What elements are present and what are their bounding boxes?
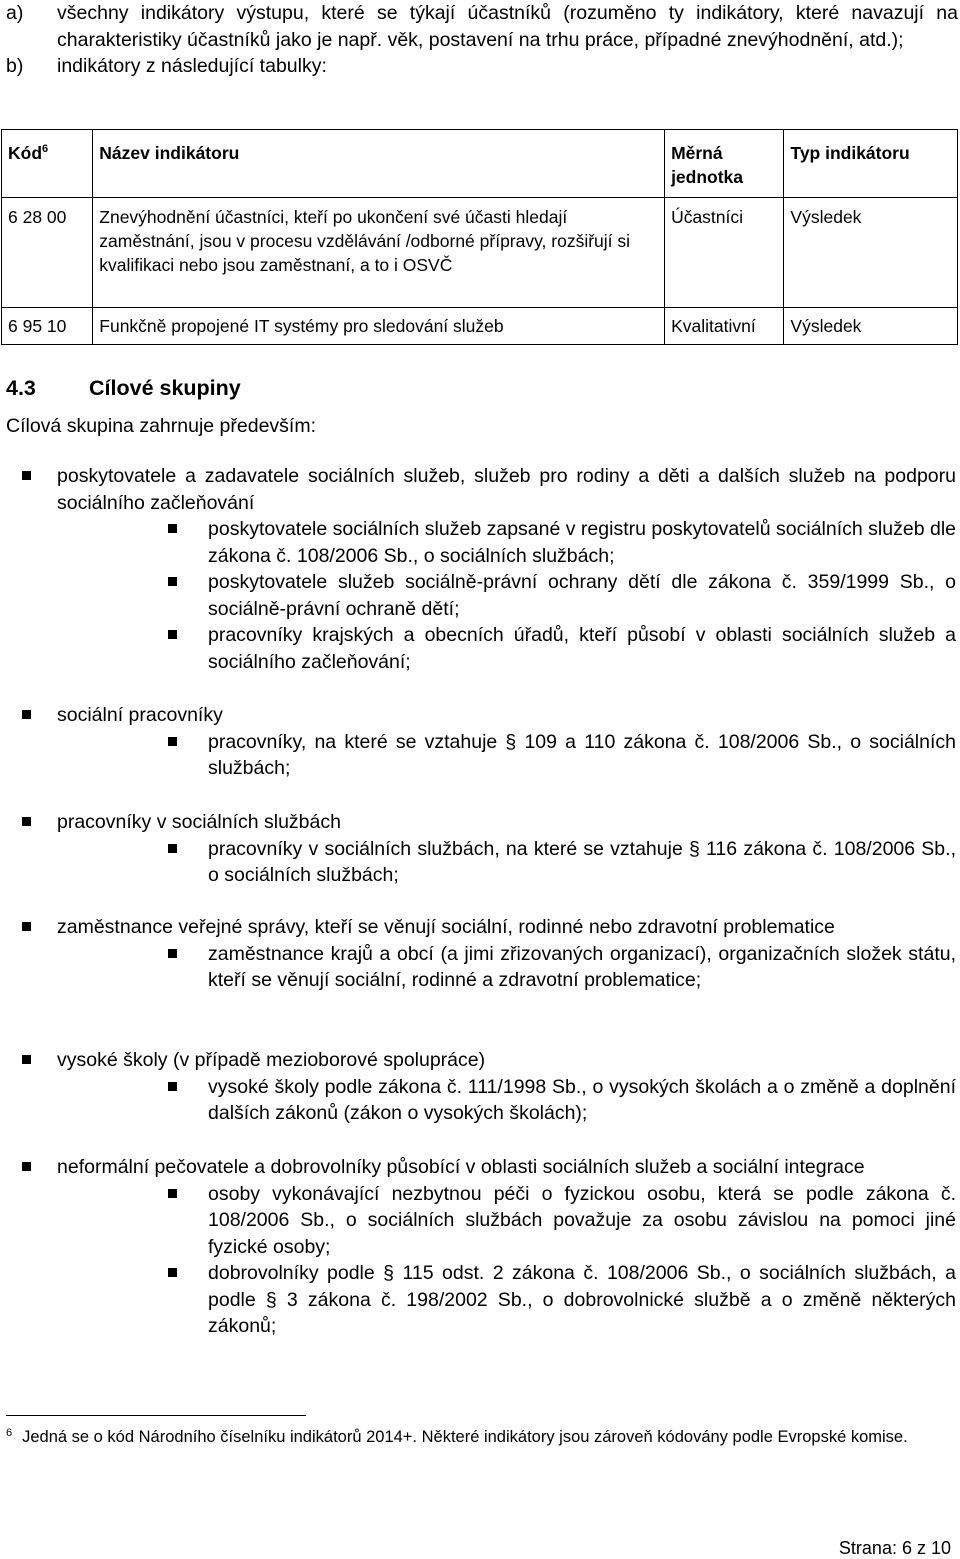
table-row — [2, 198, 958, 308]
square-bullet-icon — [168, 630, 177, 639]
square-bullet-icon — [22, 1162, 31, 1171]
list-label: b) — [6, 55, 24, 77]
target-group — [0, 463, 960, 675]
section-intro: Cílová skupina zahrnuje především: — [6, 415, 316, 437]
page-number: Strana: 6 z 10 — [838, 1538, 951, 1558]
section-heading — [6, 373, 241, 403]
square-bullet-icon — [22, 922, 31, 931]
section-title: Cílové skupiny — [89, 376, 241, 400]
target-group — [0, 1154, 960, 1340]
cell-code: 6 28 00 — [2, 198, 93, 308]
indicator-table — [1, 129, 958, 345]
square-bullet-icon — [168, 1189, 177, 1198]
header-code: Kód$^6$ — [2, 130, 93, 198]
target-group — [0, 702, 960, 782]
list-text: všechny indikátory výstupu, které se týkají účastníků (rozuměno ty indikátory, které navazují na charakteristiky účastníků jako je např. věk, postavení na trhu práce, případné znevýhodnění, atd.); — [57, 2, 958, 51]
list-item-b — [6, 53, 958, 80]
footnote-ref: 6 — [42, 143, 49, 156]
square-bullet-icon — [168, 844, 177, 853]
table-row — [2, 308, 958, 345]
square-bullet-icon — [168, 1082, 177, 1091]
list-item: neformální pečovatele a dobrovolníky působící v oblasti sociálních služeb a sociální integrace — [0, 1154, 960, 1181]
header-name: Název indikátoru — [93, 130, 665, 198]
cell-code: 6 95 10 — [2, 308, 93, 345]
list-subitem: pracovníky, na které se vztahuje § 109 a 110 zákona č. 108/2006 Sb., o sociálních službách; — [0, 729, 960, 782]
header-unit: Měrná jednotka — [665, 130, 784, 198]
list-subitem: dobrovolníky podle § 115 odst. 2 zákona č. 108/2006 Sb., o sociálních službách, a podle § 3 zákona č. 198/2002 Sb., o dobrovolnické službě a o změně některých zákonů; — [0, 1260, 960, 1340]
cell-type: Výsledek — [784, 198, 958, 308]
cell-name: Znevýhodnění účastníci, kteří po ukončení své účasti hledají zaměstnání, jsou v procesu vzdělávání /odborné přípravy, rozšiřují si kvalifikaci nebo jsou zaměstnaní, a to i OSVČ — [93, 198, 665, 308]
section-number: 4.3 — [6, 376, 36, 400]
table-header-row — [2, 130, 958, 198]
list-subitem: vysoké školy podle zákona č. 111/1998 Sb., o vysokých školách a o změně a doplnění dalších zákonů (zákon o vysokých školách); — [0, 1074, 960, 1127]
list-subitem: poskytovatele sociálních služeb zapsané v registru poskytovatelů sociálních služeb dle zákona č. 108/2006 Sb., o sociálních službách; — [0, 516, 960, 569]
list-item: zaměstnance veřejné správy, kteří se věnují sociální, rodinné nebo zdravotní problematice — [0, 914, 960, 941]
cell-name: Funkčně propojené IT systémy pro sledování služeb — [93, 308, 665, 345]
footnote-text: Jedná se o kód Národního číselníku indikátorů 2014+. Některé indikátory jsou zároveň kódovány podle Evropské komise. — [22, 1428, 908, 1446]
list-text: indikátory z následující tabulky: — [57, 55, 327, 77]
square-bullet-icon — [22, 710, 31, 719]
square-bullet-icon — [168, 577, 177, 586]
square-bullet-icon — [168, 737, 177, 746]
target-group — [0, 809, 960, 889]
list-subitem: pracovníky v sociálních službách, na které se vztahuje § 116 zákona č. 108/2006 Sb., o sociálních službách; — [0, 836, 960, 889]
square-bullet-icon — [22, 1055, 31, 1064]
list-subitem: osoby vykonávající nezbytnou péči o fyzickou osobu, která se podle zákona č. 108/2006 Sb., o sociálních službách považuje za osobu závislou na pomoci jiné fyzické osoby; — [0, 1181, 960, 1261]
cell-unit: Kvalitativní — [665, 308, 784, 345]
target-group — [0, 1047, 960, 1127]
intro-list — [6, 0, 958, 80]
list-item: poskytovatele a zadavatele sociálních služeb, služeb pro rodiny a děti a dalších služeb na podporu sociálního začleňování — [0, 463, 960, 516]
list-subitem: poskytovatele služeb sociálně-právní ochrany dětí dle zákona č. 359/1999 Sb., o sociálně-právní ochraně dětí; — [0, 569, 960, 622]
footnote-marker: 6 — [6, 1426, 13, 1439]
list-subitem: pracovníky krajských a obecních úřadů, kteří působí v oblasti sociálních služeb a sociálního začleňování; — [0, 622, 960, 675]
list-item: vysoké školy (v případě mezioborové spolupráce) — [0, 1047, 960, 1074]
list-item: sociální pracovníky — [0, 702, 960, 729]
list-item: pracovníky v sociálních službách — [0, 809, 960, 836]
target-group — [0, 914, 960, 994]
list-item-a — [6, 0, 958, 53]
list-label: a) — [6, 2, 24, 24]
cell-unit: Účastníci — [665, 198, 784, 308]
footnote — [6, 1426, 956, 1448]
square-bullet-icon — [168, 524, 177, 533]
square-bullet-icon — [22, 817, 31, 826]
square-bullet-icon — [168, 949, 177, 958]
square-bullet-icon — [168, 1268, 177, 1277]
cell-type: Výsledek — [784, 308, 958, 345]
footnote-separator — [6, 1415, 306, 1416]
list-subitem: zaměstnance krajů a obcí (a jimi zřizovaných organizací), organizačních složek státu, kteří se věnují sociální, rodinné a zdravotní problematice; — [0, 941, 960, 994]
square-bullet-icon — [22, 471, 31, 480]
header-type: Typ indikátoru — [784, 130, 958, 198]
